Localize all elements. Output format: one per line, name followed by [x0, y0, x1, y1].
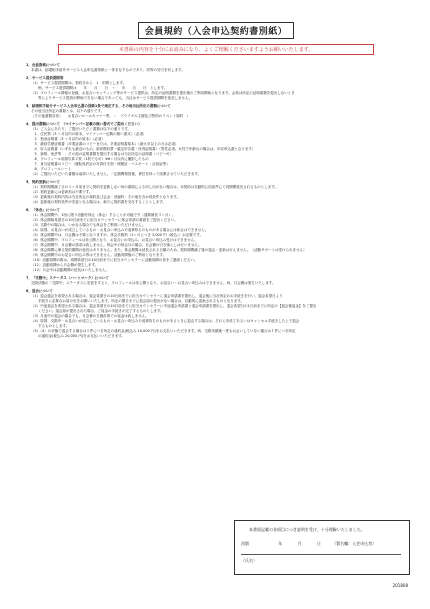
section-line: （10）活動再開の際は、再開希望日の10日前までに担当カウンセラーに活動再開の旨をご連絡ください。	[31, 258, 198, 262]
section-line: 手続きに必要なお届け出をお願いいたします。所定の期日までに退会届の提出がない場合は、自動的に更新されるものとなります。	[31, 299, 244, 303]
terms-section	[26, 180, 408, 205]
section-line: 1．住民票（3 ヶ月以内の原本、マイナンバー記載の無い書式）（必須）	[31, 132, 147, 136]
section-line: （2）プロフィール情報の登録、お見合いセッティング等のサービス提供は、所定の証明書類を提出後のご利用開始となります。会員は所定の証明書類を提出しないとき	[31, 91, 295, 95]
month-label: 月	[297, 541, 302, 546]
document-code: 201808	[392, 583, 408, 588]
document-title: 会員規約（入会申込契約書別紙）	[138, 22, 294, 39]
section-heading: 7．「交際中」ステータス（ハートマーク）について	[26, 276, 109, 280]
section-line: （5）（4）の状態で退会する場合は１件につき所定の違約金(税込み 10,000 円)をお支払いいただきます。尚、交際実績後一度もお会いしていない場合は１件につき所定	[31, 329, 296, 333]
section-line: 8．プロフィールシート	[31, 167, 72, 171]
section-line: 2．独身証明書（3 ヶ月以内の原本）（必須）	[31, 137, 105, 141]
section-line: （11）活動再開から月会費が発生します。	[31, 263, 99, 267]
section-line: （4）原則、交際中・お見合いが成立しているもの・お見合い申込みや返事待ちのものがあるときに退会する場合は、それらを終了あるいはキャンセル手続きした上で退会	[31, 319, 300, 323]
sign-label: （署名欄：入会申込者）	[332, 541, 377, 546]
section-heading: 6．「休会」について	[26, 208, 60, 212]
era-label: 西暦	[241, 541, 249, 546]
section-line: 例、サービス提供期間は 年 月 日 ～ 年 月 日 とします。	[31, 86, 168, 90]
section-line: （1）サービス提供期間は、契約日から 1 年間とします。	[31, 81, 127, 85]
section-heading: 3．結婚相手紹介サービス入会申込書の別紙1条で規定する、その他当社所定の書類について	[26, 104, 171, 108]
section-line: （その他書類各条） お見合いルール＆マナー集 ・ ブライダル主催及び特別のイベント規約 ）	[31, 114, 191, 118]
section-heading: 5．契約更新について	[26, 180, 60, 184]
section-line: （2）契約更新には更新料は不要です。	[31, 190, 93, 194]
section-line: （2）休会開始希望日の10日前までに担当カウンセラーに休会申請の書面をご提出ください。	[31, 218, 178, 222]
section-line: 6．プロフィール用顔写真２枚（1枚でも可）※6ヶ月以内に撮影したもの	[31, 157, 149, 161]
section-line: （12）月会中は活動期間の延長はいたしません。	[31, 268, 110, 272]
section-line: （4）更新後の契約条件が変更となる場合は、新たに契約書を交付することとします。	[31, 200, 166, 204]
signature-box	[234, 520, 410, 575]
section-line: ください。退会届が提出された場合、ご返金の手続きが完了するものとします。	[31, 309, 164, 313]
section-line: （1）契約期間満了日の１ヶ月前までに契約を更新しない旨の書面による申し出がない場合は、本契約は自動的に同条件にて同期間延長されるものとします。	[31, 185, 278, 189]
section-heading: 8．退会について	[26, 289, 53, 293]
terms-section	[26, 63, 408, 73]
section-line: （8）休会期間に係る契約期間の延長はありません。また、休会期間は延長される日額のため、契約期間満了後の退会・更新は行えません。（活動サポートは受けられません）	[31, 248, 307, 252]
section-line: （7）休会期間中、月会費の請求は致しません。休会中の休会月の場合、月会費の引き落としは行いません。	[31, 243, 202, 247]
section-line: （3）更新後の契約内容は当社所定の規約及び会金・登録料・その他を含め同条件となります。	[31, 195, 180, 199]
section-line: 4．収入証明書（いずれも最近のもの。源泉徴収票・確定申告書・所得証明書）（男性必須、女性で年齢山の場合は、年収申込書となります）	[31, 147, 256, 151]
signature-intro: 本書面記載の各項目につき説明を受け、十分理解いたしました。	[249, 527, 365, 532]
section-line: 本書は、結婚相手紹介サービス入会申込書別紙と一体をなすものであり、同等の効力を有します。	[31, 68, 185, 72]
name-label: （氏名）	[241, 558, 257, 563]
terms-section	[26, 122, 408, 177]
day-label: 日	[316, 541, 321, 546]
section-heading: 1．会員資格について	[26, 63, 60, 67]
terms-section	[26, 76, 408, 101]
section-line: （3）月途中の退会の場合でも、月会費の日割計算での返金は致しません。	[31, 314, 149, 318]
section-line: 交際状態の「交際中」ステータスに変更をすると、プロフィールは非公開となり、お見合い・お見合い申込みはできません。尚、月会費は発生いたします。	[31, 281, 276, 285]
signature-date-row	[241, 541, 405, 547]
terms-section	[26, 289, 408, 339]
section-line: （5）休会期間中は、月会費は不要となりますが、休会手数料（1ヶ月につき 3,000 円（税込））が必要です。	[31, 233, 204, 237]
terms-section	[26, 208, 408, 273]
section-heading: 4．提出書類について （マイナンバー記載の無い書式でご提出ください）	[26, 122, 142, 126]
section-line: 5．資格、免許等 ：その他の証明書類を提出する場合は当社所定の証明書（コピー可）	[31, 152, 174, 156]
year-label: 年	[278, 541, 283, 546]
section-line: （2）中途退会を希望される場合は、退会希望日の10日前までに担当カウンセラーに中途退会申請書と退会申請書を提出し、退会希望日の1日前までに所定の【退会後返金】をご提出	[31, 304, 317, 308]
section-line: その他当社所定の書類とは、以下の通りです。	[31, 109, 105, 113]
section-line: （1）ご入会にあたり、ご提出いただく書類は以下の通りです。	[31, 127, 131, 131]
section-line: （9）休会期間中のお見合い申込み等はできません。活動再開後のご利用となります。	[31, 253, 167, 257]
section-line: の違約金(税込み 20,000 円)をお支払いいただきます。	[31, 334, 125, 338]
section-line: 等によりサービス提供が開始できない場合であっても、当社はサービス提供期間を延長しません。	[31, 96, 193, 100]
section-heading: 2．サービス提供期間等	[26, 76, 64, 80]
section-line: （6）休会期間中、プロフィールは非公開となり、お見合いの申込み、お見合い申込み受けはできません。	[31, 238, 198, 242]
terms-body	[26, 60, 408, 339]
section-line: するものとします。	[31, 324, 70, 328]
signature-line[interactable]	[241, 554, 401, 555]
section-line: （2）ご提出いただいた書類は返却いたしません。一定期間保管後、責任を持って廃棄させていただきます。	[31, 172, 202, 176]
section-line: （3）交際中の場合は、いかなる場合でも休会をご利用いただけません。	[31, 223, 146, 227]
section-line: （4）原則、お見合いが成立しているもの・お見合い申込みや返事待ちのものがある場合には休会はできません。	[31, 228, 209, 232]
section-line: 7．身分証明書のコピー（運転免許証の写真付き面・保険証・パスポート・社員証等）	[31, 162, 170, 166]
terms-section	[26, 104, 408, 119]
terms-sections	[26, 63, 408, 339]
terms-section	[26, 276, 408, 286]
section-line: （1）退会通会を希望される場合は、退会希望日の10日前までに担当カウンセラーに退会申請書を提出し、退会後に当社所定のお手続きを行い、退会希望日より	[31, 294, 283, 298]
section-line: 3．最終学歴証明書（卒業証書のコピーまたは、卒業証明書原本）（最大卒以上の方は必須）	[31, 142, 179, 146]
section-line: （1）休会期間中、1回に限り活動を休止（休会）することが可能です（通算最長３ヶ月）。	[31, 213, 176, 217]
important-notice: 本書面の内容を十分にお読みになり、よくご理解くださいますようお願いいたします。	[58, 44, 374, 55]
